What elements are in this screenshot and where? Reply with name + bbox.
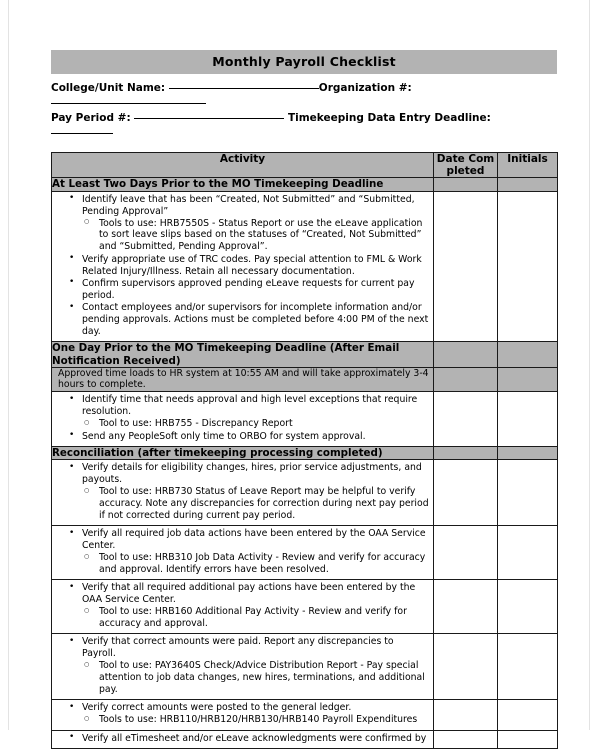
date-completed-cell[interactable] [434,392,498,447]
section-heading-date-spacer [434,446,498,459]
activity-cell [52,580,434,634]
section-note-date-spacer [434,368,498,392]
activity-bullet: • Confirm supervisors approved pending eLeave requests for current pay period. [52,278,429,302]
activity-cell [52,460,434,526]
header-initials: Initials [498,152,558,178]
date-completed-cell[interactable] [434,460,498,526]
college-unit-label: College/Unit Name: [51,82,166,94]
section-heading: One Day Prior to the MO Timekeeping Deadline (After Email Notification Received) [52,342,434,368]
section-heading: At Least Two Days Prior to the MO Timekeeping Deadline [52,178,434,191]
table-row [52,526,558,580]
activity-cell [52,634,434,700]
section-heading-row [52,446,558,459]
initials-cell[interactable] [498,191,558,342]
checklist-body [52,178,558,749]
pay-period-input[interactable] [134,118,284,119]
activity-bullet: • Verify that correct amounts were paid. Report any discrepancies to Payroll. ○ Tool to use: PAY3640S Check/Advice Distribution Report - Pay special attention to job data changes, new hires, terminations, and additional pay. [52,636,429,695]
activity-subbullet-list [82,418,429,430]
date-completed-cell[interactable] [434,191,498,342]
table-row [52,392,558,447]
activity-subbullet: ○ Tool to use: HRB730 Status of Leave Report may be helpful to verify accuracy. Note any discrepancies for correction during next pay period if not corrected during current pay period. [82,486,429,522]
date-completed-cell[interactable] [434,634,498,700]
date-completed-cell[interactable] [434,580,498,634]
activity-subbullet: ○ Tools to use: HRB110/HRB120/HRB130/HRB140 Payroll Expenditures [82,714,429,726]
header-activity: Activity [52,152,434,178]
activity-subbullet: ○ Tools to use: HRB7550S - Status Report or use the eLeave application to sort leave slips based on the statuses of “Created, Not Submitted” and “Submitted, Pending Approval”. [82,218,429,254]
timekeeping-deadline-input-row [51,126,557,141]
initials-cell[interactable] [498,580,558,634]
activity-bullet: • Verify that all required additional pay actions have been entered by the OAA Service Center. ○ Tool to use: HRB160 Additional Pay Activity - Review and verify for accuracy and approval. [52,582,429,630]
college-unit-input[interactable] [169,88,319,89]
activity-bullet-list [52,526,433,579]
activity-bullet-list [52,700,433,729]
section-note: Approved time loads to HR system at 10:55 AM and will take approximately 3-4 hours to complete. [52,368,434,392]
initials-cell[interactable] [498,730,558,748]
initials-cell[interactable] [498,460,558,526]
organization-input-row [51,96,557,111]
initials-cell[interactable] [498,634,558,700]
activity-bullet: • Identify leave that has been “Created, Not Submitted” and “Submitted, Pending Approval” ○ Tools to use: HRB7550S - Status Report or use the eLeave application to sort leave slips based on the statuses of “Created, Not Submitted” and “Submitted, Pending Approval”. [52,194,429,253]
organization-label: Organization #: [318,82,412,94]
activity-bullet: • Verify appropriate use of TRC codes. Pay special attention to FML & Work Related Injury/Illness. Retain all necessary documentation. [52,254,429,278]
activity-subbullet: ○ Tool to use: HRB755 - Discrepancy Report [82,418,429,430]
activity-bullet: • Verify all required job data actions have been entered by the OAA Service Center. ○ Tool to use: HRB310 Job Data Activity - Review and verify for accuracy and approval. Identify errors have been resolved. [52,528,429,576]
checklist-table [51,152,558,749]
table-row [52,730,558,748]
timekeeping-deadline-input[interactable] [51,133,113,134]
initials-cell[interactable] [498,700,558,730]
pay-period-row [51,111,557,126]
activity-bullet: • Identify time that needs approval and high level exceptions that require resolution. ○ Tool to use: HRB755 - Discrepancy Report [52,394,429,430]
activity-cell [52,730,434,748]
section-heading-initials-spacer [498,446,558,459]
section-heading-date-spacer [434,342,498,368]
table-row [52,580,558,634]
activity-bullet-list [52,731,433,748]
section-heading-date-spacer [434,178,498,191]
initials-cell[interactable] [498,526,558,580]
activity-bullet: • Send any PeopleSoft only time to ORBO for system approval. [52,431,429,443]
activity-bullet: • Contact employees and/or supervisors for incomplete information and/or pending approvals. Actions must be completed before 4:00 PM of the next day. [52,302,429,338]
initials-cell[interactable] [498,392,558,447]
activity-subbullet-list [82,218,429,254]
activity-subbullet-list [82,714,429,726]
activity-subbullet-list [82,660,429,696]
section-heading-row [52,342,558,368]
document-page [8,0,590,744]
activity-subbullet-list [82,552,429,576]
timekeeping-deadline-label: Timekeeping Data Entry Deadline: [287,111,491,124]
activity-cell [52,392,434,447]
table-row [52,634,558,700]
activity-subbullet-list [82,486,429,522]
activity-bullet-list [52,580,433,633]
form-header-fields [51,81,557,141]
activity-subbullet-list [82,606,429,630]
date-completed-cell[interactable] [434,700,498,730]
date-completed-cell[interactable] [434,730,498,748]
table-row [52,700,558,730]
section-heading: Reconciliation (after timekeeping processing completed) [52,446,434,459]
college-unit-row [51,81,557,96]
activity-subbullet: ○ Tool to use: HRB310 Job Data Activity - Review and verify for accuracy and approval. Identify errors have been resolved. [82,552,429,576]
activity-cell [52,526,434,580]
header-date-completed: Date Completed [434,152,498,178]
activity-bullet: • Verify correct amounts were posted to the general ledger. ○ Tools to use: HRB110/HRB120/HRB130/HRB140 Payroll Expenditures [52,702,429,726]
pay-period-label: Pay Period #: [51,111,131,124]
organization-input[interactable] [51,103,206,104]
activity-bullet-list [52,634,433,699]
activity-cell [52,700,434,730]
table-row [52,460,558,526]
section-note-row [52,368,558,392]
activity-subbullet: ○ Tool to use: PAY3640S Check/Advice Distribution Report - Pay special attention to job data changes, new hires, terminations, and additional pay. [82,660,429,696]
activity-subbullet: ○ Tool to use: HRB160 Additional Pay Activity - Review and verify for accuracy and approval. [82,606,429,630]
activity-bullet: • Verify details for eligibility changes, hires, prior service adjustments, and payouts. ○ Tool to use: HRB730 Status of Leave Report may be helpful to verify accuracy. Note any discrepancies for correction during next pay period if not corrected during current pay period. [52,462,429,521]
section-heading-initials-spacer [498,342,558,368]
table-row [52,191,558,342]
document-title: Monthly Payroll Checklist [51,50,557,74]
activity-cell [52,191,434,342]
date-completed-cell[interactable] [434,526,498,580]
section-note-initials-spacer [498,368,558,392]
section-heading-initials-spacer [498,178,558,191]
activity-bullet-list [52,192,433,342]
activity-bullet-list [52,460,433,525]
activity-bullet-list [52,392,433,446]
page-content [51,50,557,749]
activity-bullet: • Verify all eTimesheet and/or eLeave acknowledgments were confirmed by [52,733,429,745]
section-heading-row [52,178,558,191]
table-header-row [52,152,558,178]
